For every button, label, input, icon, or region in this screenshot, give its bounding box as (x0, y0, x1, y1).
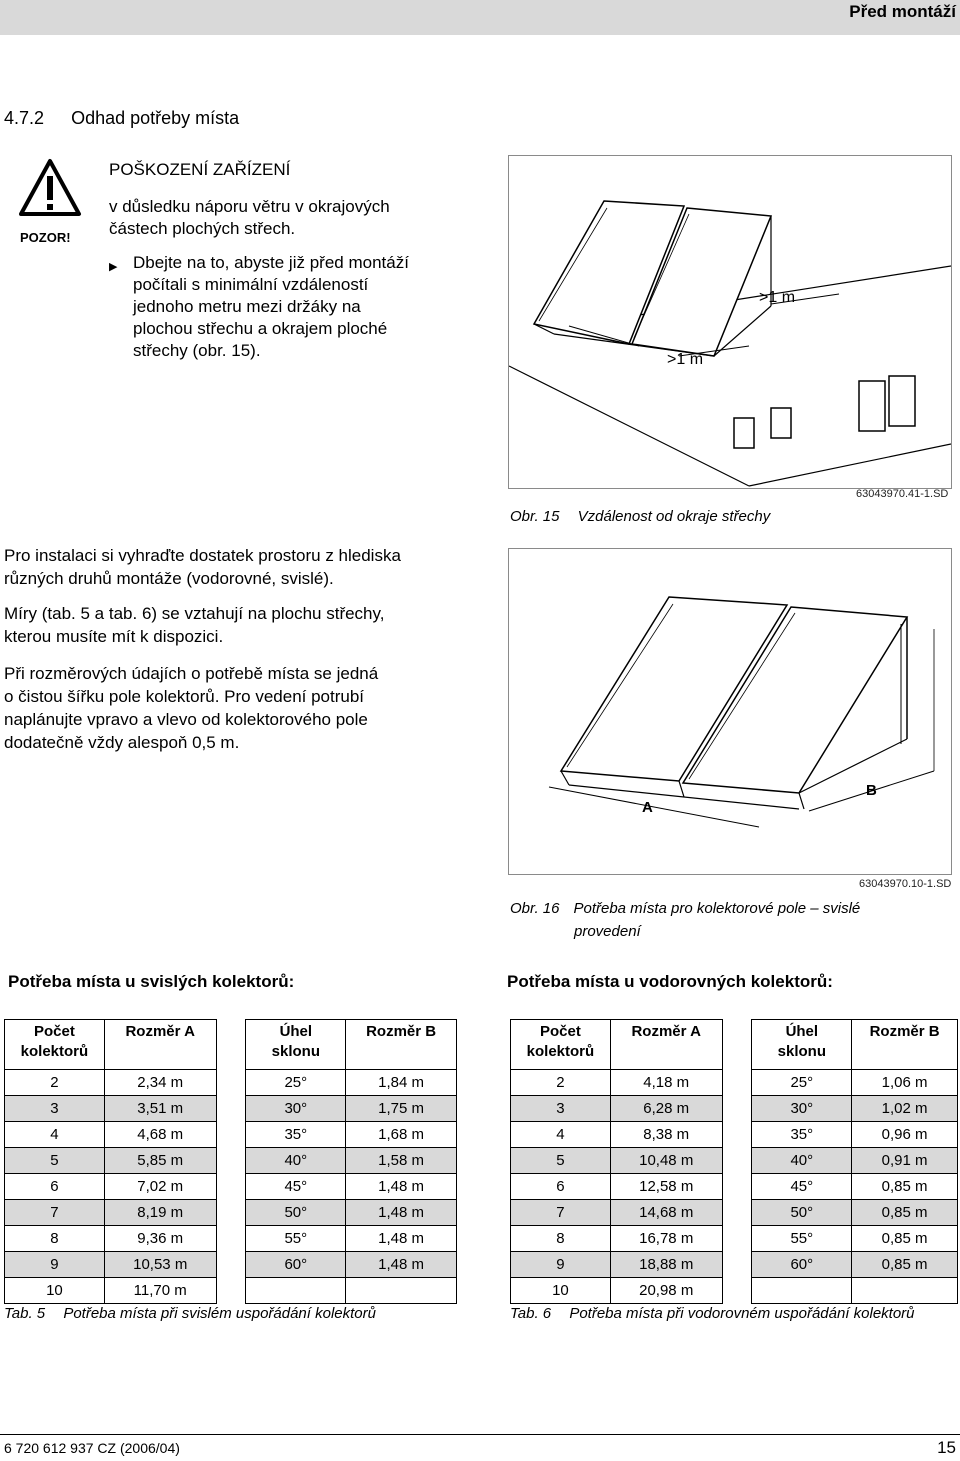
section-number: 4.7.2 (4, 108, 45, 128)
column-gap (722, 1174, 752, 1200)
paragraph-2 (4, 602, 444, 648)
column-gap (722, 1070, 752, 1096)
header-dim-a: Rozměr A (610, 1020, 722, 1070)
page-header-title: Před montáží (849, 2, 956, 21)
column-gap (722, 1148, 752, 1174)
figure-16-code: 63043970.10-1.SD (859, 878, 952, 890)
column-gap (722, 1252, 752, 1278)
cell-angle: 35° (246, 1122, 346, 1148)
table-6 (510, 1019, 958, 1304)
table-6-caption (510, 1305, 915, 1322)
cell-dim-a: 10,53 m (104, 1252, 216, 1278)
cell-angle: 25° (752, 1070, 852, 1096)
table-5-number: Tab. 5 (4, 1305, 46, 1322)
figure-15-caption-text: Vzdálenost od okraje střechy (577, 508, 771, 525)
paragraph-1 (4, 544, 444, 590)
cell-angle: 55° (752, 1226, 852, 1252)
warning-text (109, 196, 429, 240)
cell-count: 7 (511, 1200, 611, 1226)
table-header-row (5, 1020, 457, 1070)
warning-bullet-text (133, 252, 453, 362)
table-row (511, 1252, 958, 1278)
cell-dim-a: 4,68 m (104, 1122, 216, 1148)
cell-angle: 55° (246, 1226, 346, 1252)
cell-dim-b: 0,91 m (852, 1148, 958, 1174)
cell-dim-a: 9,36 m (104, 1226, 216, 1252)
table-row (5, 1122, 457, 1148)
header-count: Počet kolektorů (511, 1020, 611, 1070)
bullet-line: jednoho metru mezi držáky na (133, 297, 361, 316)
distance-label-side: >1 m (759, 289, 796, 306)
cell-dim-b: 0,85 m (852, 1200, 958, 1226)
section-title: Odhad potřeby místa (71, 108, 240, 128)
dimension-b-label: B (866, 782, 877, 799)
cell-count: 2 (5, 1070, 105, 1096)
cell-dim-b: 0,96 m (852, 1122, 958, 1148)
cell-dim-a: 3,51 m (104, 1096, 216, 1122)
cell-dim-b: 0,85 m (852, 1174, 958, 1200)
cell-dim-b (852, 1278, 958, 1304)
cell-dim-b: 1,48 m (346, 1200, 457, 1226)
cell-dim-b: 1,58 m (346, 1148, 457, 1174)
column-gap (722, 1096, 752, 1122)
cell-dim-b: 0,85 m (852, 1252, 958, 1278)
cell-dim-a: 8,19 m (104, 1200, 216, 1226)
column-gap (722, 1122, 752, 1148)
cell-angle: 30° (752, 1096, 852, 1122)
cell-angle: 60° (246, 1252, 346, 1278)
warning-text-line: částech plochých střech. (109, 219, 296, 238)
column-gap (722, 1020, 752, 1070)
column-gap (216, 1174, 246, 1200)
column-gap (216, 1200, 246, 1226)
figure-16-caption-line-2: provedení (574, 923, 641, 940)
cell-dim-a: 2,34 m (104, 1070, 216, 1096)
cell-dim-a: 18,88 m (610, 1252, 722, 1278)
table-row (5, 1070, 457, 1096)
bullet-line: střechy (obr. 15). (133, 341, 261, 360)
header-dim-b: Rozměr B (346, 1020, 457, 1070)
cell-dim-b: 1,48 m (346, 1252, 457, 1278)
paragraph-line: o čistou šířku pole kolektorů. Pro vedení potrubí (4, 687, 365, 706)
roof-distance-illustration (509, 156, 951, 488)
table-row (5, 1096, 457, 1122)
figure-16 (508, 548, 952, 875)
column-gap (216, 1070, 246, 1096)
cell-angle (246, 1278, 346, 1304)
table-6-caption-text: Potřeba místa při vodorovném uspořádání kolektorů (569, 1305, 915, 1322)
cell-count: 7 (5, 1200, 105, 1226)
cell-angle: 40° (752, 1148, 852, 1174)
cell-angle (752, 1278, 852, 1304)
cell-count: 5 (511, 1148, 611, 1174)
table-row (5, 1148, 457, 1174)
table-row (5, 1278, 457, 1304)
table-6-heading: Potřeba místa u vodorovných kolektorů: (507, 972, 833, 991)
paragraph-line: dodatečně vždy alespoň 0,5 m. (4, 733, 240, 752)
column-gap (216, 1226, 246, 1252)
warning-label: POZOR! (20, 230, 71, 245)
cell-dim-b: 1,06 m (852, 1070, 958, 1096)
table-row (511, 1174, 958, 1200)
figure-16-caption (510, 897, 860, 943)
column-gap (216, 1148, 246, 1174)
column-gap (722, 1200, 752, 1226)
figure-15-code: 63043970.41-1.SD (856, 488, 949, 500)
collector-field-illustration (509, 549, 951, 874)
table-5 (4, 1019, 457, 1304)
cell-dim-a: 7,02 m (104, 1174, 216, 1200)
paragraph-line: naplánujte vpravo a vlevo od kolektorového pole (4, 710, 368, 729)
table-row (5, 1200, 457, 1226)
header-dim-a: Rozměr A (104, 1020, 216, 1070)
column-gap (216, 1096, 246, 1122)
paragraph-line: Při rozměrových údajích o potřebě místa se jedná (4, 664, 379, 683)
cell-dim-b: 0,85 m (852, 1226, 958, 1252)
cell-count: 6 (511, 1174, 611, 1200)
column-gap (722, 1278, 752, 1304)
warning-title: POŠKOZENÍ ZAŘÍZENÍ (109, 160, 291, 179)
warning-text-line: v důsledku náporu větru v okrajových (109, 197, 390, 216)
table-row (511, 1278, 958, 1304)
figure-16-caption-line-1: Potřeba místa pro kolektorové pole – svislé (573, 900, 861, 917)
table-row (5, 1226, 457, 1252)
table-row (511, 1070, 958, 1096)
table-header-row (511, 1020, 958, 1070)
cell-angle: 60° (752, 1252, 852, 1278)
table-6-number: Tab. 6 (510, 1305, 552, 1322)
bullet-arrow-icon: ▶ (109, 261, 118, 273)
cell-count: 2 (511, 1070, 611, 1096)
bullet-line: plochou střechu a okrajem ploché (133, 319, 388, 338)
cell-count: 3 (511, 1096, 611, 1122)
cell-dim-a: 11,70 m (104, 1278, 216, 1304)
figure-16-number: Obr. 16 (510, 900, 560, 917)
cell-dim-a: 8,38 m (610, 1122, 722, 1148)
cell-count: 8 (511, 1226, 611, 1252)
table-5-caption (4, 1305, 376, 1322)
table-row (511, 1226, 958, 1252)
cell-dim-b: 1,84 m (346, 1070, 457, 1096)
paragraph-line: různých druhů montáže (vodorovné, svislé). (4, 569, 334, 588)
cell-angle: 40° (246, 1148, 346, 1174)
cell-count: 6 (5, 1174, 105, 1200)
header-angle: Úhel sklonu (246, 1020, 346, 1070)
cell-dim-b: 1,48 m (346, 1226, 457, 1252)
column-gap (216, 1020, 246, 1070)
cell-dim-b: 1,68 m (346, 1122, 457, 1148)
cell-dim-b: 1,75 m (346, 1096, 457, 1122)
table-row (511, 1122, 958, 1148)
bullet-line: Dbejte na to, abyste již před montáží (133, 253, 409, 272)
cell-dim-a: 14,68 m (610, 1200, 722, 1226)
table-row (511, 1096, 958, 1122)
cell-dim-a: 16,78 m (610, 1226, 722, 1252)
warning-triangle-icon (18, 158, 82, 218)
cell-count: 5 (5, 1148, 105, 1174)
distance-label-front: >1 m (667, 351, 704, 368)
cell-dim-a: 5,85 m (104, 1148, 216, 1174)
paragraph-line: Míry (tab. 5 a tab. 6) se vztahují na plochu střechy, (4, 604, 385, 623)
page-number: 15 (937, 1438, 956, 1457)
cell-dim-a: 4,18 m (610, 1070, 722, 1096)
figure-15-caption (510, 508, 770, 525)
cell-angle: 30° (246, 1096, 346, 1122)
figure-15 (508, 155, 952, 489)
dimension-a-label: A (642, 799, 653, 816)
footer-divider (0, 1434, 960, 1435)
table-row (5, 1252, 457, 1278)
column-gap (216, 1252, 246, 1278)
figure-15-number: Obr. 15 (510, 508, 560, 525)
table-row (511, 1200, 958, 1226)
cell-dim-b (346, 1278, 457, 1304)
cell-count: 4 (511, 1122, 611, 1148)
cell-dim-b: 1,02 m (852, 1096, 958, 1122)
cell-count: 10 (511, 1278, 611, 1304)
cell-count: 10 (5, 1278, 105, 1304)
cell-count: 4 (5, 1122, 105, 1148)
cell-count: 8 (5, 1226, 105, 1252)
cell-dim-a: 6,28 m (610, 1096, 722, 1122)
cell-angle: 45° (246, 1174, 346, 1200)
cell-dim-a: 10,48 m (610, 1148, 722, 1174)
header-angle: Úhel sklonu (752, 1020, 852, 1070)
column-gap (722, 1226, 752, 1252)
cell-count: 9 (5, 1252, 105, 1278)
table-row (511, 1148, 958, 1174)
header-dim-b: Rozměr B (852, 1020, 958, 1070)
section-heading (4, 108, 239, 129)
table-5-caption-text: Potřeba místa při svislém uspořádání kolektorů (63, 1305, 376, 1322)
cell-angle: 50° (752, 1200, 852, 1226)
table-row (5, 1174, 457, 1200)
cell-angle: 25° (246, 1070, 346, 1096)
cell-angle: 35° (752, 1122, 852, 1148)
cell-count: 9 (511, 1252, 611, 1278)
cell-dim-a: 12,58 m (610, 1174, 722, 1200)
paragraph-3 (4, 662, 444, 754)
cell-angle: 50° (246, 1200, 346, 1226)
column-gap (216, 1122, 246, 1148)
table-5-heading: Potřeba místa u svislých kolektorů: (8, 972, 295, 991)
column-gap (216, 1278, 246, 1304)
bullet-line: počítali s minimální vzdáleností (133, 275, 369, 294)
cell-dim-b: 1,48 m (346, 1174, 457, 1200)
header-count: Počet kolektorů (5, 1020, 105, 1070)
page-header-bar (0, 0, 960, 35)
cell-angle: 45° (752, 1174, 852, 1200)
footer-doc-id: 6 720 612 937 CZ (2006/04) (4, 1440, 180, 1456)
paragraph-line: kterou musíte mít k dispozici. (4, 627, 224, 646)
cell-dim-a: 20,98 m (610, 1278, 722, 1304)
paragraph-line: Pro instalaci si vyhraďte dostatek prostoru z hlediska (4, 546, 401, 565)
cell-count: 3 (5, 1096, 105, 1122)
